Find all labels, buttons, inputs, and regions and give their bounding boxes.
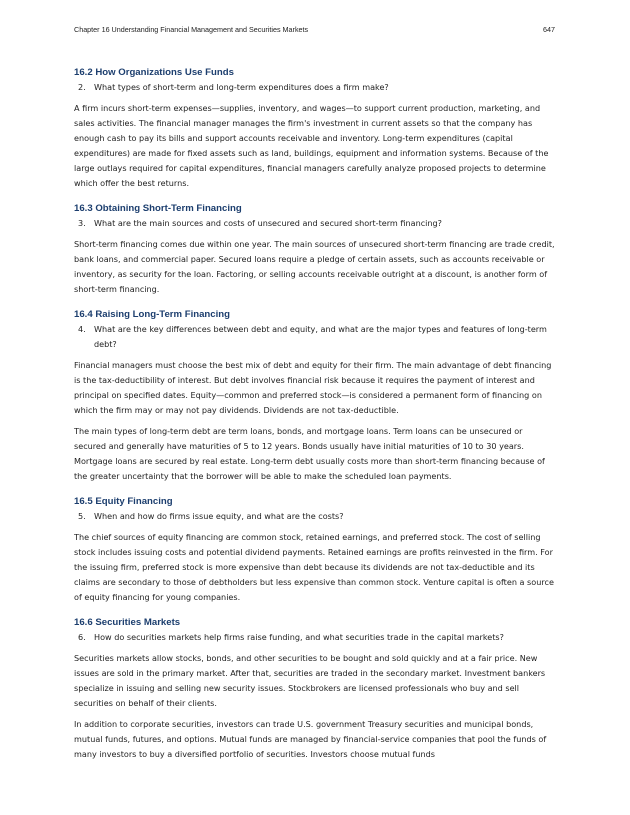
review-question <box>74 216 557 231</box>
question-number: 6. <box>78 632 86 642</box>
chapter-title: Chapter 16 Understanding Financial Management and Securities Markets <box>74 25 309 34</box>
question-number: 4. <box>78 324 86 334</box>
question-number: 5. <box>78 511 86 521</box>
section-heading: 16.5 Equity Financing <box>74 496 173 507</box>
question-text: What types of short-term and long-term expenditures does a firm make? <box>94 82 389 92</box>
page-content <box>74 66 557 773</box>
question-text: How do securities markets help firms raise funding, and what securities trade in the capital markets? <box>94 632 504 642</box>
section-paragraph: The chief sources of equity financing are common stock, retained earnings, and preferred stock. The cost of selling stock includes issuing costs and potential dividend payments. Retained earnings are profits reinvested in the firm. For the issuing firm, preferred stock is more expensive than debt because its dividends are not tax-deductible and its claims are secondary to those of debtholders but less expensive than common stock. Venture capital is often a source of equity financing for young companies. <box>74 532 554 602</box>
section-heading: 16.2 How Organizations Use Funds <box>74 67 234 78</box>
section-paragraph: The main types of long-term debt are term loans, bonds, and mortgage loans. Term loans can be unsecured or secured and generally have maturities of 5 to 12 years. Bonds usually have initial maturities of 10 to 30 years. Mortgage loans are secured by real estate. Long-term debt usually costs more than short-term financing because of the greater uncertainty that the borrower will be able to make the scheduled loan payments. <box>74 426 545 481</box>
question-text: What are the main sources and costs of unsecured and secured short-term financing? <box>94 218 442 228</box>
question-number: 2. <box>78 82 86 92</box>
review-question <box>74 80 557 95</box>
section-paragraph: A firm incurs short-term expenses—supplies, inventory, and wages—to support current production, marketing, and sales activities. The financial manager manages the firm's investment in current assets so that the company has enough cash to pay its bills and support accounts receivable and inventory. Long-term expenditures (capital expenditures) are made for fixed assets such as land, buildings, equipment and information systems. Because of the large outlays required for capital expenditures, financial managers carefully analyze proposed projects to determine which offer the best returns. <box>74 103 549 188</box>
review-question <box>74 630 557 645</box>
section-paragraph: In addition to corporate securities, investors can trade U.S. government Treasury securities and municipal bonds, mutual funds, futures, and options. Mutual funds are managed by financial-service companies that pool the funds of many investors to buy a diversified portfolio of securities. Investors choose mutual funds <box>74 719 547 759</box>
review-question <box>74 322 557 352</box>
section-heading: 16.3 Obtaining Short-Term Financing <box>74 203 242 214</box>
section-16-2 <box>74 66 557 191</box>
question-text: What are the key differences between debt and equity, and what are the major types and features of long-term debt? <box>94 324 547 349</box>
question-text: When and how do firms issue equity, and what are the costs? <box>94 511 344 521</box>
section-heading: 16.6 Securities Markets <box>74 617 181 628</box>
section-16-4 <box>74 308 557 484</box>
running-header <box>74 25 555 34</box>
section-16-5 <box>74 495 557 605</box>
section-paragraph: Securities markets allow stocks, bonds, and other securities to be bought and sold quickly and at a fair price. New issues are sold in the primary market. After that, securities are traded in the secondary market. Investment bankers specialize in issuing and selling new security issues. Stockbrokers are licensed professionals who buy and sell securities on behalf of their clients. <box>74 653 546 708</box>
section-paragraph: Financial managers must choose the best mix of debt and equity for their firm. The main advantage of debt financing is the tax-deductibility of interest. But debt involves financial risk because it requires the payment of interest and principal on specified dates. Equity—common and preferred stock—is considered a permanent form of financing on which the firm may or may not pay dividends. Dividends are not tax-deductible. <box>74 360 552 415</box>
section-heading: 16.4 Raising Long-Term Financing <box>74 309 231 320</box>
review-question <box>74 509 557 524</box>
section-16-6 <box>74 616 557 762</box>
question-number: 3. <box>78 218 86 228</box>
section-16-3 <box>74 202 557 297</box>
section-paragraph: Short-term financing comes due within one year. The main sources of unsecured short-term financing are trade credit, bank loans, and commercial paper. Secured loans require a pledge of certain assets, such as accounts receivable or inventory, as security for the loan. Factoring, or selling accounts receivable outright at a discount, is another form of short-term financing. <box>74 239 555 294</box>
page-number: 647 <box>543 25 555 34</box>
